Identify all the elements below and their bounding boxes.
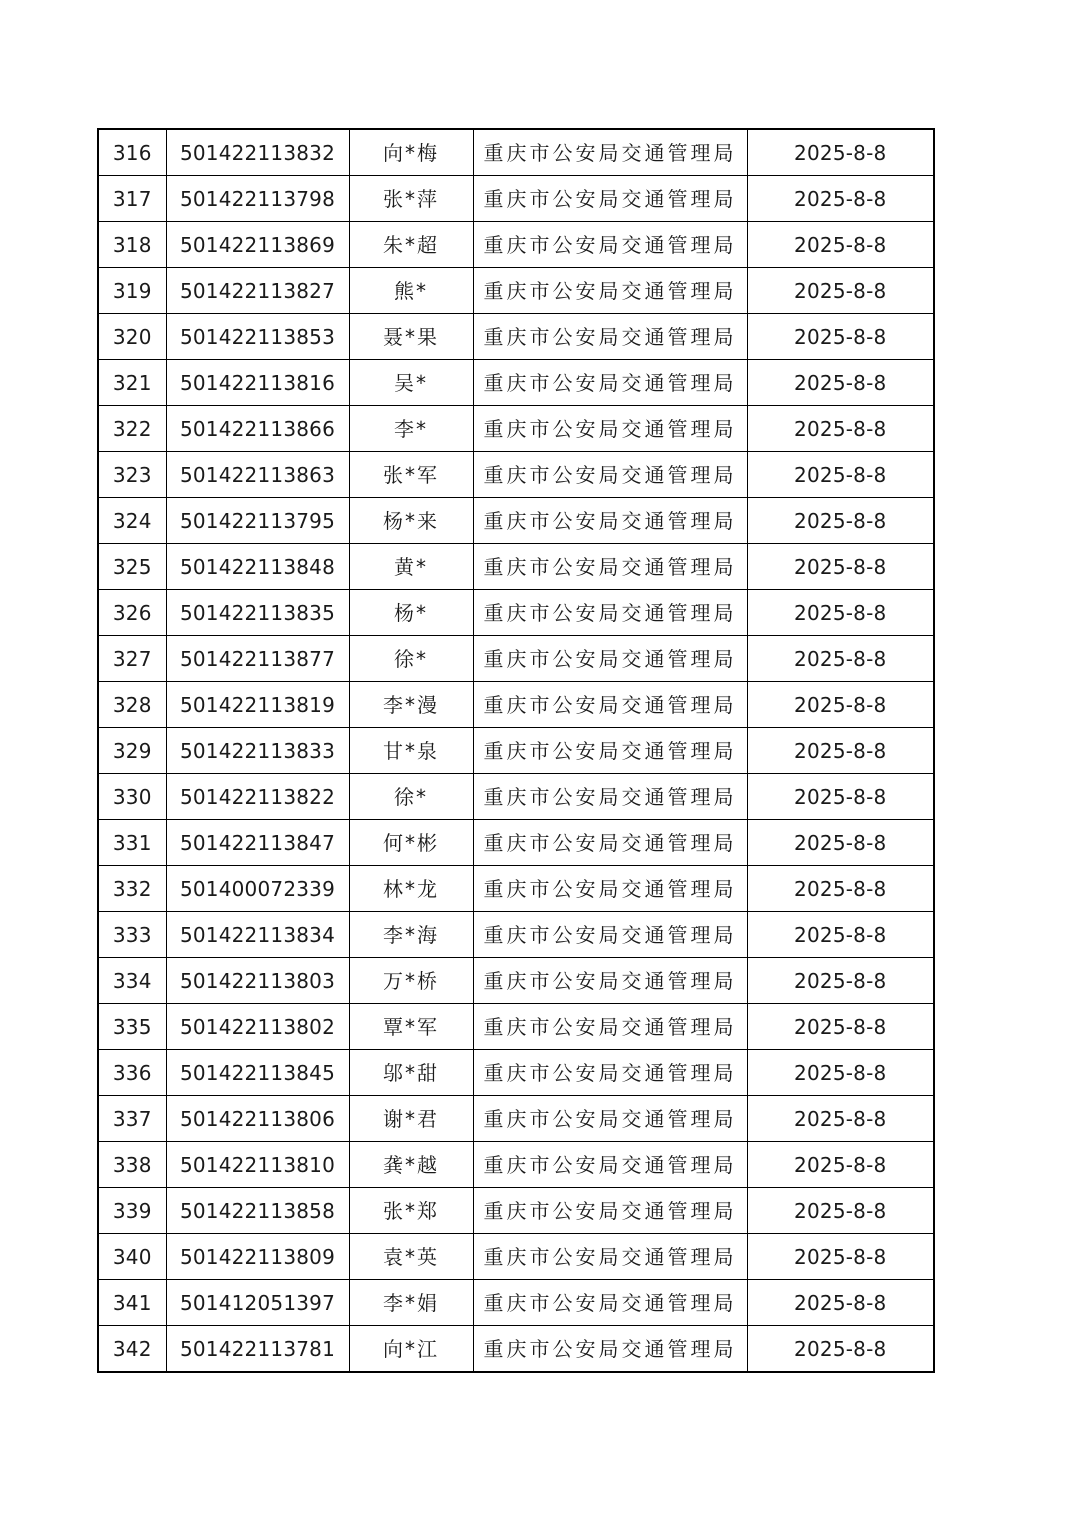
table-row (98, 682, 934, 728)
cell-person-name: 吴* (349, 360, 473, 406)
cell-record-id: 501422113810 (166, 1142, 349, 1188)
cell-person-name: 李*海 (349, 912, 473, 958)
cell-seq-number: 317 (98, 176, 166, 222)
cell-date: 2025-8-8 (747, 222, 934, 268)
cell-person-name: 李*漫 (349, 682, 473, 728)
table-row (98, 1142, 934, 1188)
table-row (98, 728, 934, 774)
cell-record-id: 501422113863 (166, 452, 349, 498)
table-row (98, 360, 934, 406)
cell-person-name: 袁*英 (349, 1234, 473, 1280)
cell-record-id: 501422113795 (166, 498, 349, 544)
cell-date: 2025-8-8 (747, 1234, 934, 1280)
cell-date: 2025-8-8 (747, 314, 934, 360)
cell-organization: 重庆市公安局交通管理局 (473, 774, 747, 820)
cell-record-id: 501422113816 (166, 360, 349, 406)
cell-person-name: 万*桥 (349, 958, 473, 1004)
cell-seq-number: 340 (98, 1234, 166, 1280)
cell-seq-number: 338 (98, 1142, 166, 1188)
cell-record-id: 501422113798 (166, 176, 349, 222)
records-table (97, 128, 935, 1373)
cell-seq-number: 332 (98, 866, 166, 912)
cell-organization: 重庆市公安局交通管理局 (473, 912, 747, 958)
cell-date: 2025-8-8 (747, 1050, 934, 1096)
table-row (98, 1326, 934, 1373)
cell-organization: 重庆市公安局交通管理局 (473, 590, 747, 636)
cell-record-id: 501422113848 (166, 544, 349, 590)
cell-date: 2025-8-8 (747, 544, 934, 590)
cell-person-name: 邬*甜 (349, 1050, 473, 1096)
cell-record-id: 501422113833 (166, 728, 349, 774)
cell-date: 2025-8-8 (747, 1096, 934, 1142)
cell-date: 2025-8-8 (747, 360, 934, 406)
cell-record-id: 501422113802 (166, 1004, 349, 1050)
table-row (98, 498, 934, 544)
cell-person-name: 甘*泉 (349, 728, 473, 774)
cell-person-name: 李* (349, 406, 473, 452)
cell-date: 2025-8-8 (747, 1280, 934, 1326)
cell-seq-number: 321 (98, 360, 166, 406)
cell-record-id: 501422113853 (166, 314, 349, 360)
table-row (98, 129, 934, 176)
cell-seq-number: 323 (98, 452, 166, 498)
cell-seq-number: 318 (98, 222, 166, 268)
cell-organization: 重庆市公安局交通管理局 (473, 820, 747, 866)
cell-date: 2025-8-8 (747, 820, 934, 866)
cell-record-id: 501422113858 (166, 1188, 349, 1234)
table-row (98, 268, 934, 314)
cell-record-id: 501422113847 (166, 820, 349, 866)
cell-person-name: 徐* (349, 774, 473, 820)
cell-date: 2025-8-8 (747, 268, 934, 314)
cell-seq-number: 325 (98, 544, 166, 590)
cell-seq-number: 342 (98, 1326, 166, 1373)
table-row (98, 314, 934, 360)
table-row (98, 774, 934, 820)
cell-record-id: 501422113803 (166, 958, 349, 1004)
cell-record-id: 501400072339 (166, 866, 349, 912)
cell-date: 2025-8-8 (747, 498, 934, 544)
cell-organization: 重庆市公安局交通管理局 (473, 129, 747, 176)
cell-person-name: 徐* (349, 636, 473, 682)
cell-date: 2025-8-8 (747, 1142, 934, 1188)
cell-person-name: 黄* (349, 544, 473, 590)
cell-organization: 重庆市公安局交通管理局 (473, 1096, 747, 1142)
table-row (98, 1280, 934, 1326)
cell-organization: 重庆市公安局交通管理局 (473, 452, 747, 498)
cell-organization: 重庆市公安局交通管理局 (473, 1188, 747, 1234)
cell-organization: 重庆市公安局交通管理局 (473, 636, 747, 682)
table-row (98, 176, 934, 222)
cell-person-name: 谢*君 (349, 1096, 473, 1142)
cell-seq-number: 339 (98, 1188, 166, 1234)
cell-person-name: 杨*来 (349, 498, 473, 544)
cell-person-name: 向*梅 (349, 129, 473, 176)
cell-organization: 重庆市公安局交通管理局 (473, 1004, 747, 1050)
table-row (98, 222, 934, 268)
cell-date: 2025-8-8 (747, 406, 934, 452)
cell-organization: 重庆市公安局交通管理局 (473, 544, 747, 590)
cell-record-id: 501422113877 (166, 636, 349, 682)
cell-person-name: 张*军 (349, 452, 473, 498)
cell-record-id: 501422113781 (166, 1326, 349, 1373)
cell-person-name: 熊* (349, 268, 473, 314)
cell-date: 2025-8-8 (747, 176, 934, 222)
cell-seq-number: 326 (98, 590, 166, 636)
cell-person-name: 张*萍 (349, 176, 473, 222)
cell-organization: 重庆市公安局交通管理局 (473, 498, 747, 544)
cell-organization: 重庆市公安局交通管理局 (473, 1326, 747, 1373)
cell-person-name: 聂*果 (349, 314, 473, 360)
cell-organization: 重庆市公安局交通管理局 (473, 360, 747, 406)
cell-seq-number: 320 (98, 314, 166, 360)
cell-date: 2025-8-8 (747, 958, 934, 1004)
cell-seq-number: 337 (98, 1096, 166, 1142)
cell-date: 2025-8-8 (747, 452, 934, 498)
table-row (98, 406, 934, 452)
cell-record-id: 501422113835 (166, 590, 349, 636)
cell-date: 2025-8-8 (747, 866, 934, 912)
cell-organization: 重庆市公安局交通管理局 (473, 268, 747, 314)
cell-person-name: 朱*超 (349, 222, 473, 268)
cell-record-id: 501422113827 (166, 268, 349, 314)
cell-seq-number: 328 (98, 682, 166, 728)
table-row (98, 1188, 934, 1234)
cell-record-id: 501422113832 (166, 129, 349, 176)
cell-date: 2025-8-8 (747, 728, 934, 774)
cell-record-id: 501422113806 (166, 1096, 349, 1142)
cell-seq-number: 335 (98, 1004, 166, 1050)
cell-record-id: 501422113845 (166, 1050, 349, 1096)
cell-record-id: 501422113834 (166, 912, 349, 958)
cell-seq-number: 322 (98, 406, 166, 452)
cell-seq-number: 333 (98, 912, 166, 958)
cell-organization: 重庆市公安局交通管理局 (473, 728, 747, 774)
cell-seq-number: 336 (98, 1050, 166, 1096)
table-row (98, 636, 934, 682)
table-row (98, 544, 934, 590)
cell-person-name: 李*娟 (349, 1280, 473, 1326)
cell-organization: 重庆市公安局交通管理局 (473, 1280, 747, 1326)
cell-organization: 重庆市公安局交通管理局 (473, 1050, 747, 1096)
cell-date: 2025-8-8 (747, 1326, 934, 1373)
cell-seq-number: 329 (98, 728, 166, 774)
cell-organization: 重庆市公安局交通管理局 (473, 958, 747, 1004)
cell-organization: 重庆市公安局交通管理局 (473, 1234, 747, 1280)
table-row (98, 1050, 934, 1096)
cell-organization: 重庆市公安局交通管理局 (473, 1142, 747, 1188)
cell-seq-number: 334 (98, 958, 166, 1004)
table-row (98, 912, 934, 958)
cell-person-name: 龚*越 (349, 1142, 473, 1188)
cell-person-name: 何*彬 (349, 820, 473, 866)
cell-date: 2025-8-8 (747, 774, 934, 820)
cell-seq-number: 330 (98, 774, 166, 820)
cell-record-id: 501422113869 (166, 222, 349, 268)
cell-date: 2025-8-8 (747, 1004, 934, 1050)
table-row (98, 958, 934, 1004)
table-row (98, 452, 934, 498)
table-row (98, 820, 934, 866)
cell-person-name: 张*郑 (349, 1188, 473, 1234)
table-row (98, 1004, 934, 1050)
cell-organization: 重庆市公安局交通管理局 (473, 866, 747, 912)
cell-person-name: 林*龙 (349, 866, 473, 912)
table-row (98, 1096, 934, 1142)
table-row (98, 590, 934, 636)
cell-record-id: 501412051397 (166, 1280, 349, 1326)
cell-date: 2025-8-8 (747, 912, 934, 958)
cell-seq-number: 316 (98, 129, 166, 176)
cell-organization: 重庆市公安局交通管理局 (473, 682, 747, 728)
cell-seq-number: 319 (98, 268, 166, 314)
cell-seq-number: 341 (98, 1280, 166, 1326)
cell-date: 2025-8-8 (747, 1188, 934, 1234)
cell-date: 2025-8-8 (747, 129, 934, 176)
cell-seq-number: 331 (98, 820, 166, 866)
cell-record-id: 501422113809 (166, 1234, 349, 1280)
cell-seq-number: 324 (98, 498, 166, 544)
cell-person-name: 向*江 (349, 1326, 473, 1373)
records-table-body (98, 129, 934, 1372)
cell-person-name: 覃*军 (349, 1004, 473, 1050)
cell-organization: 重庆市公安局交通管理局 (473, 314, 747, 360)
table-row (98, 866, 934, 912)
cell-seq-number: 327 (98, 636, 166, 682)
cell-organization: 重庆市公安局交通管理局 (473, 406, 747, 452)
cell-record-id: 501422113819 (166, 682, 349, 728)
cell-date: 2025-8-8 (747, 590, 934, 636)
cell-date: 2025-8-8 (747, 636, 934, 682)
cell-record-id: 501422113822 (166, 774, 349, 820)
cell-person-name: 杨* (349, 590, 473, 636)
cell-organization: 重庆市公安局交通管理局 (473, 176, 747, 222)
cell-record-id: 501422113866 (166, 406, 349, 452)
table-row (98, 1234, 934, 1280)
cell-date: 2025-8-8 (747, 682, 934, 728)
cell-organization: 重庆市公安局交通管理局 (473, 222, 747, 268)
